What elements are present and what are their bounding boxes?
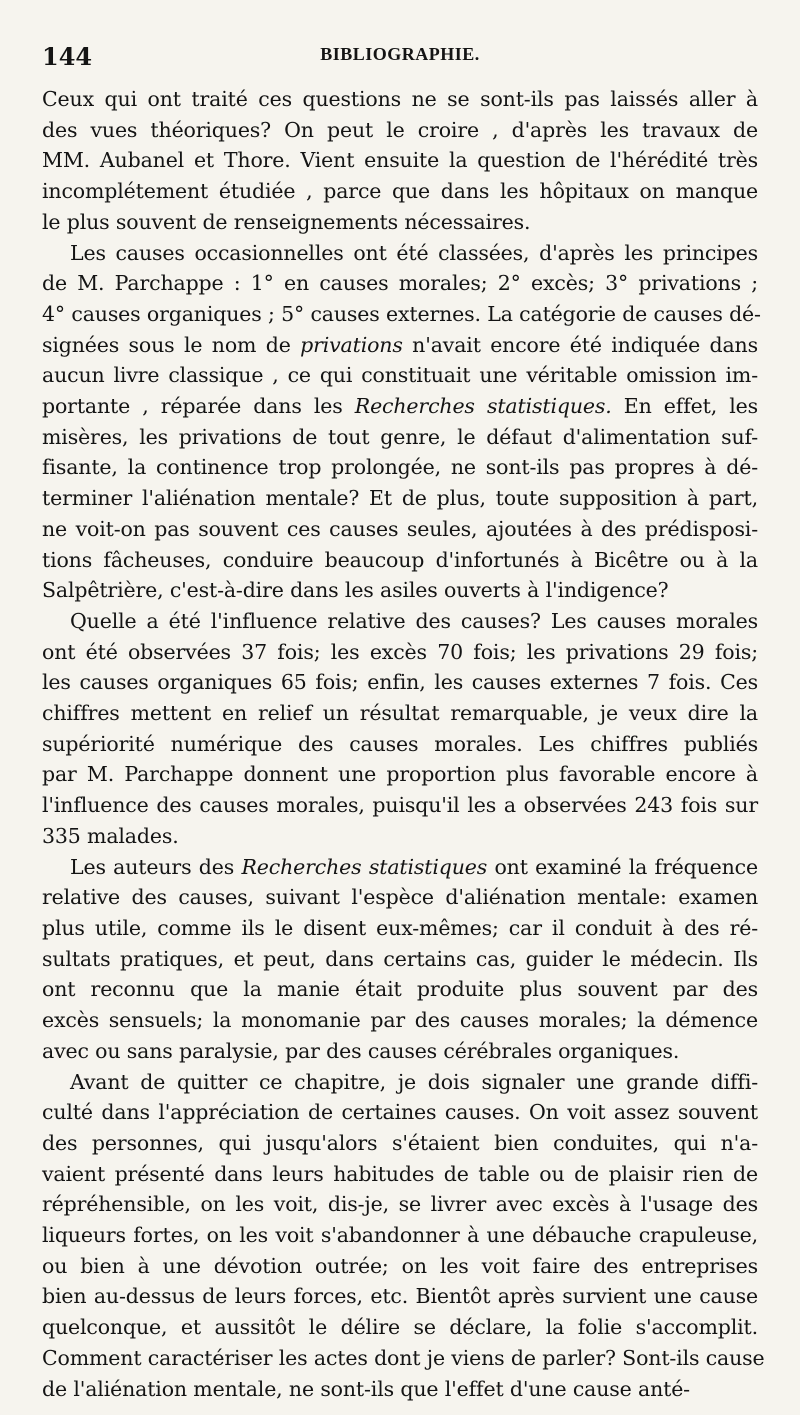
paragraph [42,1067,765,1405]
text-line: culté dans l'appréciation de certaines causes. On voit assez souvent [42,1100,758,1125]
text-line: vaient présenté dans leurs habitudes de table ou de plaisir rien de [42,1161,758,1186]
text-line: chiffres mettent en relief un résultat remarquable, je veux dire la [42,701,758,726]
text-line: des vues théoriques? On peut le croire , d'après les travaux de [42,117,758,142]
paragraph [42,84,758,238]
text-line: de M. Parchappe : 1° en causes morales; 2° excès; 3° privations ; [42,271,758,296]
italic-text: Recherches statistiques. [354,394,612,419]
text-line: l'influence des causes morales, puisqu'il les a observées 243 fois sur [42,793,758,818]
text-line: Salpêtrière, c'est-à-dire dans les asiles ouverts à l'indigence? [42,578,669,603]
text-line: Ceux qui ont traité ces questions ne se sont-ils pas laissés aller à [42,87,758,111]
text-segment: Les auteurs des [70,854,242,879]
text-line: Quelle a été l'influence relative des causes? Les causes morales [70,608,758,633]
text-line: des personnes, qui jusqu'alors s'étaient bien conduites, qui n'a- [42,1130,758,1155]
text-line: ont été observées 37 fois; les excès 70 fois; les privations 29 fois; [42,639,758,664]
italic-text: Recherches statistiques [241,854,488,879]
text-segment: ont examiné la fréquence [487,854,758,879]
text-line: quelconque, et aussitôt le délire se déclare, la folie s'accomplit. [42,1315,758,1340]
text-line [42,391,758,422]
text-line: Les causes occasionnelles ont été classées, d'après les principes [70,240,758,265]
text-line: sultats pratiques, et peut, dans certains cas, guider le médecin. Ils [42,946,758,971]
text-line: aucun livre classique , ce qui constituait une véritable omission im- [42,363,758,388]
text-line: relative des causes, suivant l'espèce d'aliénation mentale: examen [42,885,758,910]
text-line [42,852,758,883]
text-line: ou bien à une dévotion outrée; on les voit faire des entreprises [42,1253,758,1278]
body-text [42,84,765,1404]
text-segment: En effet, les [611,394,758,419]
paragraph [42,238,761,606]
running-title: BIBLIOGRAPHIE. [320,44,480,64]
text-line: incomplétement étudiée , parce que dans les hôpitaux on manque [42,179,758,204]
paragraph [42,852,758,1067]
text-line: les causes organiques 65 fois; enfin, les causes externes 7 fois. Ces [42,670,758,695]
paragraph [42,606,758,852]
book-page [42,40,765,1401]
text-segment: portante , réparée dans les [42,394,355,419]
text-line: Comment caractériser les actes dont je viens de parler? Sont-ils cause [42,1345,765,1370]
italic-text: privations [300,332,403,357]
page-number: 144 [42,42,93,71]
text-line: Avant de quitter ce chapitre, je dois signaler une grande diffi- [70,1069,758,1094]
text-segment: n'avait encore été indiquée dans [402,332,758,357]
text-line: misères, les privations de tout genre, le défaut d'alimentation suf- [42,424,758,449]
text-line: avec ou sans paralysie, par des causes cérébrales organiques. [42,1038,680,1063]
text-line: 4° causes organiques ; 5° causes externes. La catégorie de causes dé- [42,301,761,326]
text-line: excès sensuels; la monomanie par des causes morales; la démence [42,1008,758,1033]
text-line: MM. Aubanel et Thore. Vient ensuite la question de l'hérédité très [42,148,758,173]
text-line: terminer l'aliénation mentale? Et de plus, toute supposition à part, [42,486,758,511]
text-line: bien au-dessus de leurs forces, etc. Bientôt après survient une cause [42,1284,758,1309]
text-line: ne voit-on pas souvent ces causes seules, ajoutées à des prédisposi- [42,516,758,541]
text-line: 335 malades. [42,823,179,848]
text-segment: signées sous le nom de [42,332,301,357]
text-line: de l'aliénation mentale, ne sont-ils que l'effet d'une cause anté- [42,1376,690,1401]
text-line [42,330,758,361]
text-line: supériorité numérique des causes morales. Les chiffres publiés [42,731,758,756]
text-line: par M. Parchappe donnent une proportion plus favorable encore à [42,762,758,787]
text-line: plus utile, comme ils le disent eux-mêmes; car il conduit à des ré- [42,915,758,940]
text-line: ont reconnu que la manie était produite plus souvent par des [42,977,758,1002]
text-line: répréhensible, on les voit, dis-je, se livrer avec excès à l'usage des [42,1192,758,1217]
text-line: tions fâcheuses, conduire beaucoup d'infortunés à Bicêtre ou à la [42,547,758,572]
text-line: fisante, la continence trop prolongée, ne sont-ils pas propres à dé- [42,455,758,480]
page-header [42,40,758,84]
text-line: liqueurs fortes, on les voit s'abandonner à une débauche crapuleuse, [42,1223,758,1248]
text-line: le plus souvent de renseignements nécessaires. [42,209,531,234]
